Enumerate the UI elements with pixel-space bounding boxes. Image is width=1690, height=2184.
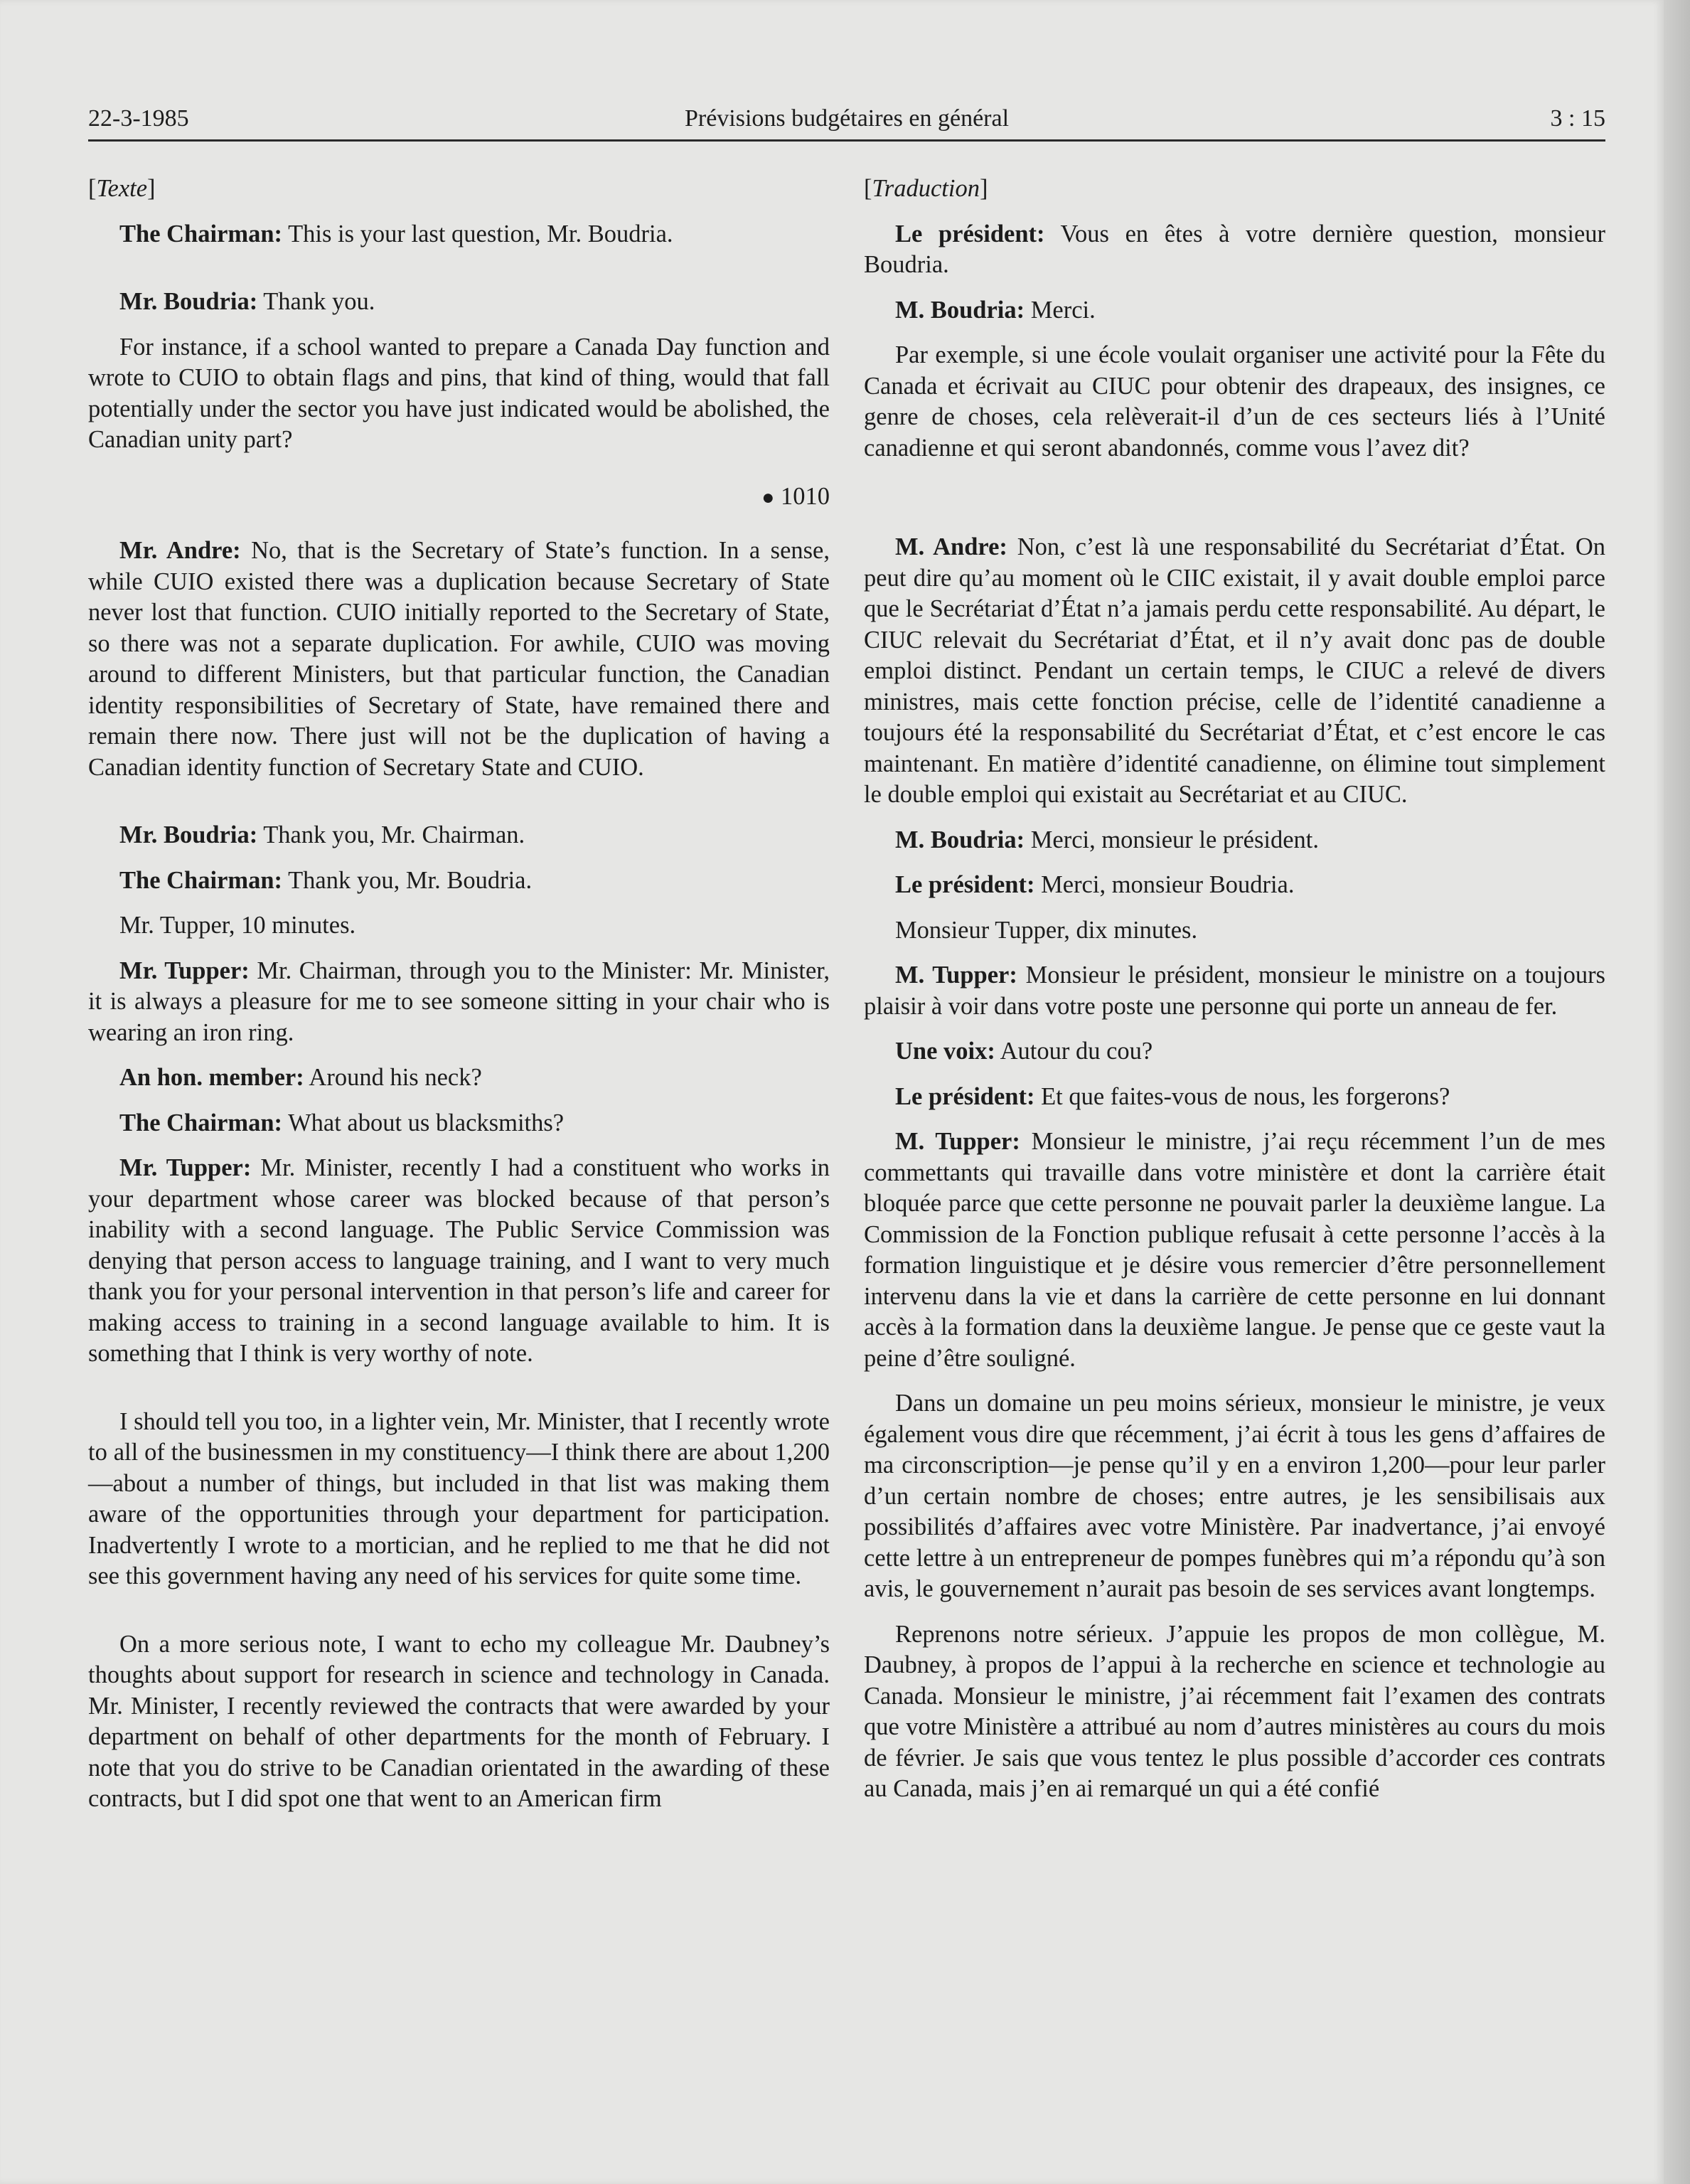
paragraph — [864, 532, 1605, 811]
speech-text: Monsieur le ministre, j’ai reçu récemment l’un de mes commettants qui travaille dans votre ministère et dont la carrière était bloquée parce que cette personne ne pouvait parler la deuxième langue. La Commission de la Fonction publique refusait à cette personne l’accès à la formation linguistique et je désire vous remercier d’être personnellement intervenu dans la vie et dans la carrière de cette personne en lui donnant accès à la formation dans la deuxième langue. Je pense que ce geste vaut la peine d’être souligné. — [864, 1128, 1606, 1372]
language-label-text: Texte — [96, 175, 148, 202]
speech-text: Monsieur Tupper, dix minutes. — [895, 916, 1198, 944]
bullet-icon: ● — [761, 485, 775, 509]
paragraph — [88, 1407, 830, 1592]
speech-text: Thank you, Mr. Boudria. — [282, 866, 533, 894]
speech-text: Thank you. — [257, 288, 375, 315]
speaker-name: Mr. Tupper: — [119, 1154, 252, 1181]
paragraph — [88, 536, 830, 783]
left-column — [88, 174, 830, 1829]
speaker-name: Mr. Tupper: — [119, 957, 250, 984]
speech-text: Thank you, Mr. Chairman. — [257, 821, 525, 848]
speech-text: Non, c’est là une responsabilité du Secrétariat d’État. On peut dire qu’au moment où le CIIC existait, il y avait double emploi parce que le Secrétariat d’État n’a jamais perdu cette responsabilité. Au départ, le CIUC relevait du Secrétariat d’État, et il n’y avait donc pas de double emploi distinct. Pendant un certain temps, le CIUC a relevé de divers ministres, mais cette fonction précise, celle de l’identité canadienne a toujours été la responsabilité du Secrétariat d’État, et c’est encore le cas maintenant. En matière d’identité canadienne, on élimine tout simplement le double emploi qui existait au Secrétariat et au CIUC. — [864, 533, 1605, 808]
right-column — [864, 174, 1605, 1819]
speech-text: Mr. Tupper, 10 minutes. — [119, 912, 356, 939]
speech-text: I should tell you too, in a lighter vein, Mr. Minister, that I recently wrote to all of the businessmen in my constituency—I think there are about 1,200—about a number of things, but included in that list was making them aware of the opportunities through your department for participation. Inadvertently I wrote to a mortician, and he replied to me that he did not see this government having any need of his services for quite some time. — [88, 1407, 830, 1589]
speech-text: Merci, monsieur le président. — [1025, 826, 1319, 853]
paragraph — [88, 820, 830, 851]
paragraph — [864, 870, 1605, 901]
language-label: [Traduction] — [864, 175, 988, 202]
paragraph — [864, 1619, 1605, 1805]
paragraph — [864, 825, 1605, 856]
paragraph — [88, 287, 830, 318]
speaker-name: M. Andre: — [895, 533, 1007, 560]
time-marker-text: 1010 — [781, 482, 830, 510]
language-label: [Texte] — [88, 175, 156, 202]
paragraph — [88, 332, 830, 456]
speaker-name: The Chairman: — [119, 1109, 283, 1136]
paragraph — [88, 219, 830, 250]
speaker-name: M. Boudria: — [895, 826, 1025, 853]
paragraph — [864, 1126, 1605, 1374]
speaker-name: Le président: — [895, 871, 1035, 898]
page-edge — [1664, 0, 1690, 2184]
paragraph — [88, 956, 830, 1049]
header-date: 22-3-1985 — [88, 105, 189, 132]
speech-text: What about us blacksmiths? — [282, 1109, 565, 1136]
speaker-name: Mr. Boudria: — [119, 288, 258, 315]
speaker-name: M. Tupper: — [895, 1128, 1020, 1155]
paragraph — [88, 865, 830, 897]
speaker-name: Le président: — [895, 220, 1045, 247]
paragraph — [88, 1153, 830, 1370]
paragraph — [864, 295, 1605, 326]
speaker-name: Une voix: — [895, 1038, 995, 1065]
speaker-name: The Chairman: — [119, 866, 283, 894]
speech-text: Et que faites-vous de nous, les forgerons? — [1034, 1082, 1450, 1110]
speech-text: Vous en êtes à votre dernière question, monsieur Boudria. — [864, 220, 1605, 278]
speech-text: Merci. — [1025, 296, 1096, 324]
speech-text: Reprenons notre sérieux. J’appuie les propos de mon collègue, M. Daubney, à propos de l’appui à la recherche en science et technologie au Canada. Monsieur le ministre, j’ai récemment fait l’examen des contrats que votre Ministère a attribué au nom d’autres ministères au cours du mois de février. Je sais que vous tentez le plus possible d’accorder ces contrats au Canada, mais j’en ai remarqué un qui a été confié — [864, 1620, 1605, 1802]
speaker-name: An hon. member: — [119, 1064, 304, 1091]
speech-text: Mr. Minister, recently I had a constituent who works in your department whose career was blocked because of that person’s inability with a second language. The Public Service Commission was denying that person access to language training, and I want to very much thank you for your personal intervention in that person’s life and career for making access to training in a second language available to him. It is something that I think is very worthy of note. — [88, 1154, 830, 1367]
language-label-text: Traduction — [872, 175, 980, 202]
header-title: Prévisions budgétaires en général — [684, 105, 1010, 132]
speech-text: Autour du cou? — [995, 1038, 1153, 1065]
time-marker — [88, 481, 830, 513]
speaker-name: M. Boudria: — [895, 296, 1025, 324]
paragraph — [864, 915, 1605, 947]
paragraph — [88, 1062, 830, 1094]
speech-text: Around his neck? — [304, 1064, 482, 1091]
speech-text: Mr. Chairman, through you to the Minister: Mr. Minister, it is always a pleasure for me to see someone sitting in your chair who is wearing an iron ring. — [88, 957, 830, 1046]
speaker-name: Le président: — [895, 1082, 1035, 1110]
speaker-name: M. Tupper: — [895, 962, 1017, 989]
paragraph — [864, 340, 1605, 464]
speech-text: Monsieur le président, monsieur le ministre on a toujours plaisir à voir dans votre poste une personne qui porte un anneau de fer. — [864, 962, 1605, 1020]
paragraph — [864, 219, 1605, 281]
paragraph — [864, 1082, 1605, 1113]
speech-text: On a more serious note, I want to echo my colleague Mr. Daubney’s thoughts about support for research in science and technology in Canada. Mr. Minister, I recently reviewed the contracts that were awarded by your department on behalf of other departments for the month of February. I note that you do strive to be Canadian orientated in the awarding of these contracts, but I did spot one that went to an American firm — [88, 1630, 830, 1812]
speech-text: For instance, if a school wanted to prepare a Canada Day function and wrote to CUIO to obtain flags and pins, that kind of thing, would that fall potentially under the sector you have just indicated would be abolished, the Canadian unity part? — [88, 333, 830, 453]
paragraph — [88, 910, 830, 942]
speech-text: No, that is the Secretary of State’s function. In a sense, while CUIO existed there was a duplication because Secretary of State never lost that function. CUIO initially reported to the Secretary of State, so there was not a separate duplication. For awhile, CUIO was moving around to different Ministers, but that particular function, the Canadian identity responsibilities of Secretary of State, have remained there and remain there now. There just will not be the duplication of having a Canadian identity function of Secretary State and CUIO. — [88, 537, 830, 781]
paragraph — [864, 960, 1605, 1022]
header-page-number: 3 : 15 — [1550, 105, 1605, 132]
page-header — [88, 100, 1605, 142]
speaker-name: Mr. Andre: — [119, 537, 241, 564]
speech-text: Dans un domaine un peu moins sérieux, monsieur le ministre, je veux également vous dire que récemment, j’ai écrit à tous les gens d’affaires de ma circonscription—je pense qu’il y en a environ 1,200—pour leur parler d’un certain nombre de choses; entre autres, je les sensibilisais aux possibilités d’affaires avec votre Ministère. Par inadvertance, j’ai envoyé cette lettre à un entrepreneur de pompes funèbres qui m’a répondu qu’à son avis, le gouvernement n’aurait pas besoin de ses services avant longtemps. — [864, 1390, 1605, 1602]
paragraph — [88, 1108, 830, 1139]
speech-text: Merci, monsieur Boudria. — [1034, 871, 1295, 898]
speech-text: This is your last question, Mr. Boudria. — [282, 220, 673, 247]
paragraph — [88, 1629, 830, 1815]
speaker-name: The Chairman: — [119, 220, 283, 247]
speaker-name: Mr. Boudria: — [119, 821, 258, 848]
speech-text: Par exemple, si une école voulait organiser une activité pour la Fête du Canada et écrivait au CIUC pour obtenir des drapeaux, des insignes, ce genre de choses, cela relèverait-il d’un de ces secteurs liés à l’Unité canadienne et qui seront abandonnés, comme vous l’avez dit? — [864, 341, 1605, 462]
paragraph — [864, 1036, 1605, 1067]
paragraph — [864, 1388, 1605, 1605]
